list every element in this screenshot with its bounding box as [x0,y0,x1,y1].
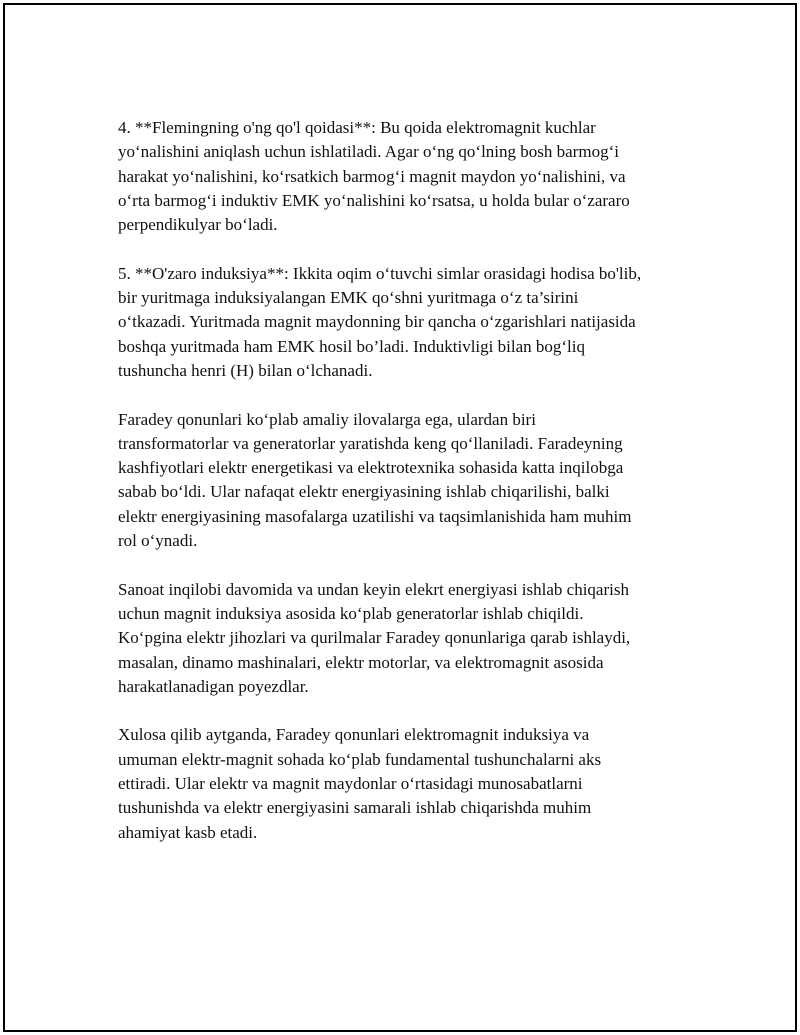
paragraph-faraday-applications: Faradey qonunlari ko‘plab amaliy ilovalarga ega, ulardan biri transformatorlar va generatorlar yaratishda keng qo‘llaniladi. Faradeyning kashfiyotlari elektr energetikasi va elektrotexnika sohasida katta inqilobga sabab bo‘ldi. Ular nafaqat elektr energiyasining ishlab chiqarilishi, balki elektr energiyasining masofalarga uzatilishi va taqsimlanishida ham muhim rol o‘ynadi. [118,409,632,551]
paragraph-fleming-rule: 4. **Flemingning o'ng qo'l qoidasi**: Bu qoida elektromagnit kuchlar yo‘nalishini aniqlash uchun ishlatiladi. Agar o‘ng qo‘lning bosh barmog‘i harakat yo‘nalishini, ko‘rsatkich barmog‘i magnit maydon yo‘nalishini, va o‘rta barmog‘i induktiv EMK yo‘nalishini ko‘rsatsa, u holda bular o‘zararo perpendikulyar bo‘ladi. [118,118,630,235]
document-body [118,116,698,869]
paragraph-mutual-induction: 5. **O'zaro induksiya**: Ikkita oqim o‘tuvchi simlar orasidagi hodisa bo'lib, bir yuritmaga induksiyalangan EMK qo‘shni yuritmaga o‘z ta’sirini o‘tkazadi. Yuritmada magnit maydonning bir qancha o‘zgarishlari natijasida boshqa yuritmada ham EMK hosil bo’ladi. Induktivligi bilan bog‘liq tushuncha henri (H) bilan o‘lchanadi. [118,263,642,380]
paragraph-conclusion: Xulosa qilib aytganda, Faradey qonunlari elektromagnit induksiya va umuman elektr-magnit sohada ko‘plab fundamental tushunchalarni aks ettiradi. Ular elektr va magnit maydonlar o‘rtasidagi munosabatlarni tushunishda va elektr energiyasini samarali ishlab chiqarishda muhim ahamiyat kasb etadi. [118,725,602,842]
paragraph-industrial-revolution: Sanoat inqilobi davomida va undan keyin elekrt energiyasi ishlab chiqarish uchun magnit induksiya asosida ko‘plab generatorlar ishlab chiqildi. Ko‘pgina elektr jihozlari va qurilmalar Faradey qonunlariga qarab ishlaydi, masalan, dinamo mashinalari, elektr motorlar, va elektromagnit asosida harakatlanadigan poyezdlar. [118,579,631,696]
